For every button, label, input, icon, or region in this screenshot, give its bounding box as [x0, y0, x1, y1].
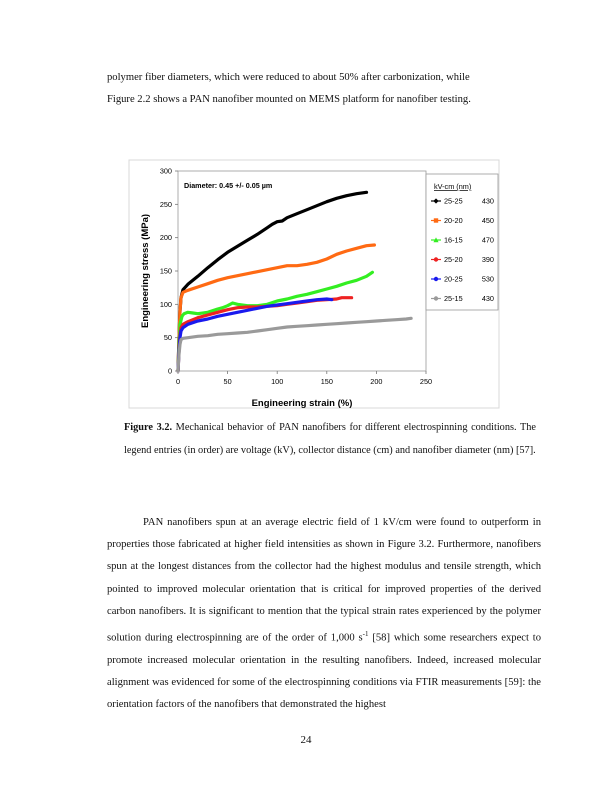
legend-label: 20-25 — [444, 274, 463, 284]
superscript: -1 — [362, 630, 369, 639]
legend-diameter: 430 — [481, 294, 494, 304]
legend-diameter: 530 — [481, 274, 494, 284]
y-axis-ticks — [160, 167, 178, 376]
plot-area — [178, 171, 426, 371]
legend-marker — [434, 218, 438, 222]
y-tick-label: 0 — [167, 366, 172, 376]
page-number: 24 — [300, 734, 312, 746]
y-tick-label: 50 — [163, 333, 172, 343]
paragraph-top — [107, 67, 541, 111]
caption-label: Figure 3.2. — [124, 422, 173, 433]
legend-label: 16-15 — [444, 235, 463, 245]
legend-label: 20-20 — [444, 216, 463, 226]
legend-label: 25-25 — [444, 196, 463, 206]
x-axis-ticks — [176, 371, 432, 386]
paragraph-body — [107, 512, 541, 716]
legend-diameter: 470 — [481, 235, 494, 245]
y-axis-label: Engineering stress (MPa) — [140, 213, 151, 329]
x-tick-label: 50 — [223, 377, 232, 386]
legend-marker — [434, 296, 438, 300]
x-tick-label: 200 — [370, 377, 383, 386]
caption-text: Mechanical behavior of PAN nanofibers for different electrospinning conditions. The legend entries (in order) are voltage (kV), collector distance (cm) and nanofiber diameter (nm) [57]. — [124, 422, 536, 456]
stress-strain-chart — [128, 158, 503, 410]
legend-diameter: 390 — [481, 255, 494, 265]
y-tick-label: 100 — [159, 299, 172, 309]
legend-header: kV-cm (nm) — [434, 182, 472, 191]
figure-caption — [124, 417, 536, 462]
y-tick-label: 300 — [159, 166, 172, 176]
x-tick-label: 0 — [175, 377, 181, 386]
paragraph-body-text-b: [58] which some researchers expect to promote increased molecular orientation in the resulting nanofibers. Indeed, increased molecular alignment was evidenced for some of the electrospinning conditions via FTIR measurements [59]: the orientation factors of the nanofibers that demonstrated the highest — [107, 632, 542, 711]
legend-diameter: 430 — [481, 196, 494, 206]
x-axis-label: Engineering strain (%) — [251, 398, 353, 409]
legend-label: 25-15 — [444, 294, 463, 304]
y-tick-label: 200 — [159, 233, 172, 243]
legend-marker — [434, 277, 438, 281]
diameter-annotation: Diameter: 0.45 +/- 0.05 µm — [184, 181, 273, 190]
y-tick-label: 250 — [159, 199, 172, 209]
paragraph-top-line-2: Figure 2.2 shows a PAN nanofiber mounted on MEMS platform for nanofiber testing. — [107, 94, 471, 106]
x-tick-label: 250 — [419, 377, 433, 386]
x-tick-label: 100 — [271, 377, 284, 386]
legend-diameter: 450 — [481, 216, 494, 226]
x-tick-label: 150 — [320, 377, 333, 386]
y-tick-label: 150 — [159, 266, 172, 276]
legend-label: 25-20 — [444, 255, 463, 265]
paragraph-body-text-a: PAN nanofibers spun at an average electric field of 1 kV/cm were found to outperform in properties those fabricated at higher field intensities as shown in Figure 3.2. Furthermore, nanofibers spun at the longest distances from the collector had the highest modulus and tensile strength, which pointed to improved molecular orientation that is critical for improved properties of the derived carbon nanofibers. It is significant to mention that the typical strain rates experienced by the polymer solution during electrospinning are of the order of 1,000 s — [107, 517, 541, 644]
legend-marker — [434, 257, 438, 261]
legend — [426, 174, 498, 310]
paragraph-top-line-1: polymer fiber diameters, which were reduced to about 50% after carbonization, while — [107, 72, 470, 83]
